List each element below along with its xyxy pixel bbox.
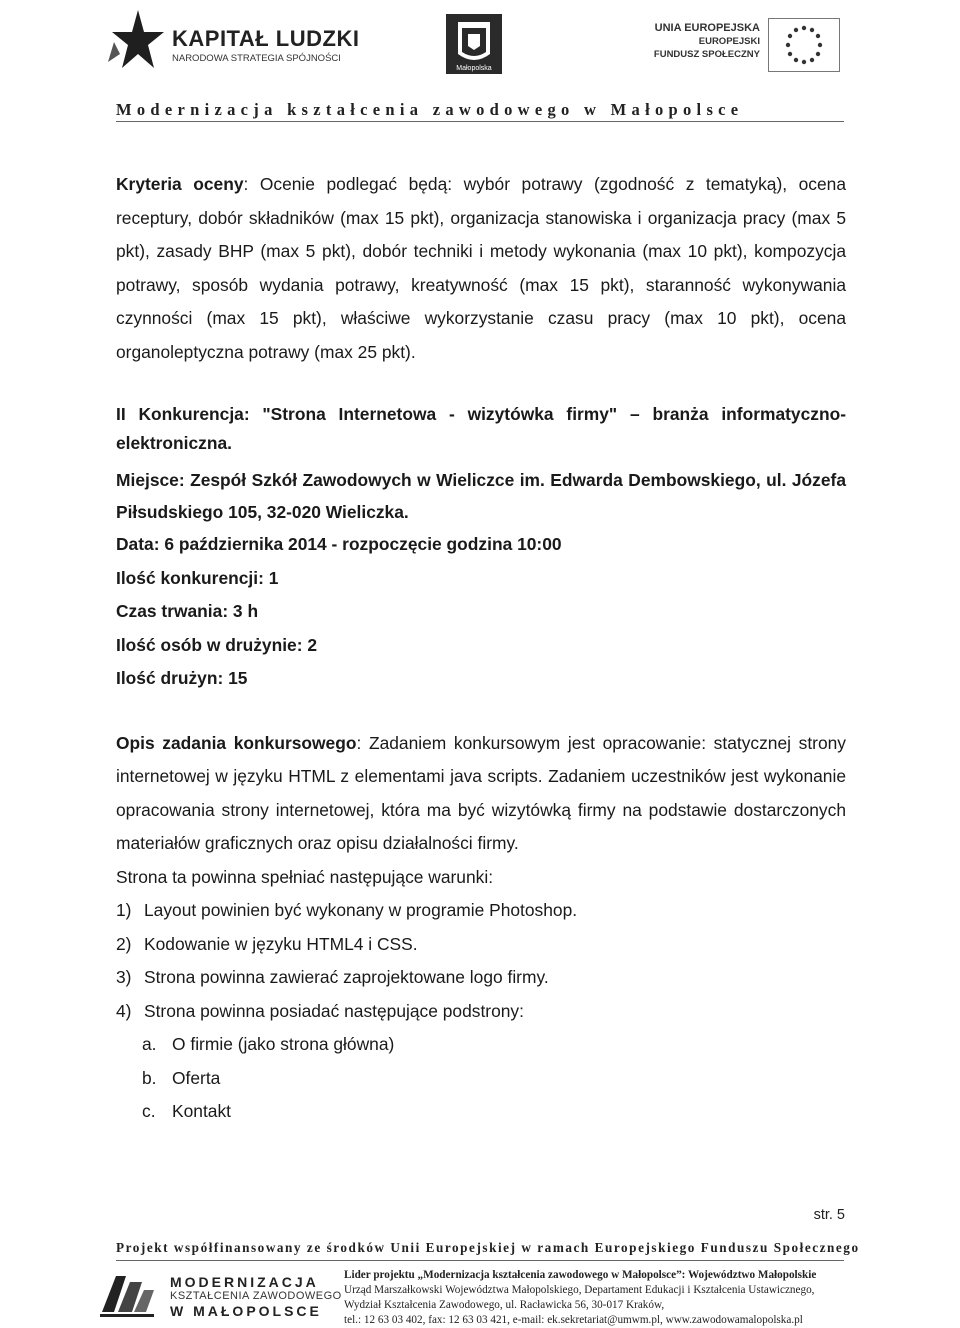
- malopolska-label: Małopolska: [456, 65, 492, 72]
- task-label: Opis zadania konkursowego: [116, 732, 357, 753]
- competition-title: II Konkurencja: "Strona Internetowa - wizytówka firmy" – branża informatyczno- elektroniczna.: [116, 404, 846, 453]
- eu-logo: [652, 18, 842, 74]
- competition-place: Miejsce: Zespół Szkół Zawodowych w Wieliczce im. Edwarda Dembowskiego, ul. Józefa Piłsudskiego 105, 32-020 Wieliczka.: [116, 470, 846, 522]
- competition-team-size: Ilość osób w drużynie: 2: [116, 634, 317, 655]
- kapital-ludzki-logo: [104, 8, 360, 74]
- spacer: [116, 696, 846, 727]
- list-item: 4) Strona powinna posiadać następujące podstrony:: [116, 1000, 524, 1021]
- criteria-label: Kryteria oceny: [116, 174, 244, 194]
- list-item: c. Kontakt: [142, 1101, 231, 1121]
- page-header: [0, 0, 960, 125]
- list-item: 2) Kodowanie w języku HTML4 i CSS.: [116, 933, 418, 954]
- competition-teams: Ilość drużyn: 15: [116, 668, 248, 688]
- task-intro: Strona ta powinna spełniać następujące warunki:: [116, 866, 494, 887]
- modernizacja-logo: [96, 1266, 342, 1322]
- modernizacja-logo-icon: [96, 1268, 158, 1320]
- project-leader: Lider projektu „Modernizacja kształcenia zawodowego w Małopolsce”: Województwo Małopolskie: [344, 1269, 817, 1281]
- competition-duration: Czas trwania: 3 h: [116, 601, 259, 621]
- project-title: Modernizacja kształcenia zawodowego w Małopolsce: [116, 100, 744, 119]
- modernizacja-logo-line1: MODERNIZACJA: [170, 1274, 319, 1290]
- contact-line: tel.: 12 63 03 402, fax: 12 63 03 421, e-mail: ek.sekretariat@umwm.pl, www.zawodowamalopolska.pl: [344, 1314, 803, 1326]
- requirements-list: [116, 894, 846, 1028]
- kapital-ludzki-subtitle: NARODOWA STRATEGIA SPÓJNOŚCI: [172, 53, 341, 64]
- criteria-paragraph: [116, 168, 846, 369]
- eu-line2: EUROPEJSKI: [698, 36, 760, 47]
- eu-flag-icon: [768, 18, 840, 72]
- list-item: b. Oferta: [142, 1067, 221, 1088]
- competition-count: Ilość konkurencji: 1: [116, 567, 279, 588]
- task-text: : Zadaniem konkursowym jest opracowanie: statycznej strony internetowej w języku HTML z elementami java scripts. Zadaniem uczestników jest wykonanie opracowania strony internetowej, która ma być wizytówką firmy na podstawie dostarczonych materiałów graficznych oraz opisu działalności firmy.: [116, 732, 847, 853]
- kapital-ludzki-star-icon: [104, 8, 166, 74]
- criteria-text: : Ocenie podlegać będą: wybór potrawy (zgodność z tematyką), ocena receptury, dobór składników (max 15 pkt), organizacja stanowiska i organizacja pracy (max 5 pkt), zasady BHP (max 5 pkt), dobór techniki i metody wykonania (max 10 pkt), kompozycja potrawy, sposób wydania potrawy, kreatywność (max 15 pkt), staranność wykonywania czynności (max 15 pkt), właściwe wykorzystanie czasu pracy (max 10 pkt), ocena organoleptyczna potrawy (max 25 pkt).: [116, 174, 846, 362]
- modernizacja-logo-line3: W MAŁOPOLSCE: [170, 1303, 322, 1319]
- task-paragraph: [116, 727, 846, 861]
- cofinance-note: Projekt współfinansowany ze środków Unii Europejskiej w ramach Europejskiego Funduszu Społecznego: [116, 1240, 860, 1255]
- footer-divider: [116, 1260, 844, 1261]
- page-content: [116, 168, 846, 1129]
- eu-logo-text: [652, 22, 760, 61]
- spacer: [116, 369, 846, 400]
- page-number: str. 5: [813, 1207, 845, 1223]
- eu-line3: FUNDUSZ SPOŁECZNY: [653, 49, 760, 60]
- department-line: Wydział Kształcenia Zawodowego, ul. Racławicka 56, 30-017 Kraków,: [344, 1299, 665, 1311]
- list-item: 1) Layout powinien być wykonany w programie Photoshop.: [116, 900, 578, 920]
- subpages-list: [116, 1028, 846, 1129]
- footer-contact-info: [344, 1268, 844, 1328]
- malopolska-logo: [446, 14, 502, 74]
- header-divider: [116, 121, 844, 122]
- list-item: a. O firmie (jako strona główna): [142, 1034, 395, 1054]
- eu-line1: UNIA EUROPEJSKA: [654, 22, 760, 34]
- kapital-ludzki-title: KAPITAŁ LUDZKI: [172, 26, 360, 51]
- office-line: Urząd Marszałkowski Województwa Małopolskiego, Departament Edukacji i Kształcenia Ustawicznego,: [344, 1284, 815, 1296]
- competition-date: Data: 6 października 2014 - rozpoczęcie godzina 10:00: [116, 534, 562, 554]
- modernizacja-logo-line2: KSZTAŁCENIA ZAWODOWEGO: [170, 1290, 342, 1302]
- list-item: 3) Strona powinna zawierać zaprojektowane logo firmy.: [116, 967, 549, 987]
